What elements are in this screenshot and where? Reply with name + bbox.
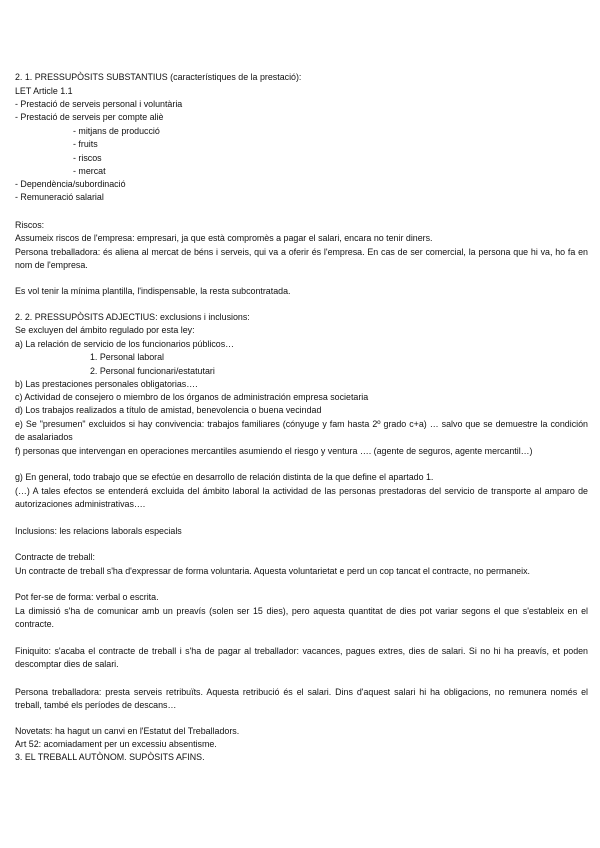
exclusions-intro: Se excluyen del ámbito regulado por esta ley: [15,325,195,335]
contracte-paragraph: Pot fer-se de forma: verbal o escrita. [15,592,159,602]
section-3-heading: 3. EL TREBALL AUTÒNOM. SUPÒSITS AFINS. [15,752,205,762]
exclusion-item: g) En general, todo trabajo que se efectúe en desarrollo de relación distinta de la que define el apartado 1. [15,472,434,482]
exclusion-item: (…) A tales efectos se entenderá excluida del ámbito laboral la actividad de las personas prestadoras del servicio de transporte al amparo de autorizaciones administrativas…. [15,486,588,509]
exclusion-subitem: 1. Personal laboral [90,352,165,362]
contracte-paragraph: La dimissió s'ha de comunicar amb un preavís (solen ser 15 dies), pero aquesta quantitat de dies pot variar segons el que s'estableix en el contracte. [15,606,588,629]
section-2-1-heading: 2. 1. PRESSUPÒSITS SUBSTANTIUS (característiques de la prestació): [15,72,302,82]
exclusion-item: e) Se "presumen" excluidos si hay convivencia: trabajos familiares (cónyuge y fam hasta 2º grado c+a) … salvo que se demuestre la condición de asalariados [15,419,588,442]
contracte-paragraph: Un contracte de treball s'ha d'expressar de forma voluntaria. Aquesta voluntarietat e perd un cop tancat el contracte, no permaneix. [15,566,530,576]
list-item: - Dependència/subordinació [15,179,126,189]
riscos-title: Riscos: [15,220,45,230]
list-item: - mercat [73,166,106,176]
law-reference: LET Article 1.1 [15,86,73,96]
list-item: - mitjans de producció [73,126,160,136]
exclusion-item: d) Los trabajos realizados a título de amistad, benevolencia o buena vecindad [15,405,322,415]
list-item: - Prestació de serveis personal i voluntària [15,99,183,109]
exclusion-item: c) Actividad de consejero o miembro de los órganos de administración empresa societaria [15,392,369,402]
exclusion-item: f) personas que intervengan en operaciones mercantiles asumiendo el riesgo y ventura …. (agente de seguros, agente mercantil…) [15,446,533,456]
riscos-paragraph: Persona treballadora: és aliena al mercat de béns i serveis, qui va a oferir és l'empresa. En cas de ser comercial, la persona que hi va, ho fa en nom de l'empresa. [15,247,588,270]
persona-paragraph: Persona treballadora: presta serveis retribuïts. Aquesta retribució és el salari. Dins d'aquest salari hi ha obligacions, no remunera només el treball, també els períodes de descans… [15,687,588,710]
novetats-line: Novetats: ha hagut un canvi en l'Estatut del Treballadors. [15,726,240,736]
list-item: - fruits [73,139,98,149]
inclusions-line: Inclusions: les relacions laborals especials [15,526,182,536]
section-2-2-heading: 2. 2. PRESSUPÒSITS ADJECTIUS: exclusions i inclusions: [15,312,250,322]
article-line: Art 52: acomiadament per un excessiu absentisme. [15,739,217,749]
riscos-paragraph: Es vol tenir la mínima plantilla, l'indispensable, la resta subcontratada. [15,286,291,296]
exclusion-item: b) Las prestaciones personales obligatorias…. [15,379,198,389]
finiquito-paragraph: Finiquito: s'acaba el contracte de treball i s'ha de pagar al treballador: vacances, pagues extres, dies de salari. Si no hi ha preavís, et poden descomptar dies de salari. [15,646,588,669]
list-item: - Remuneració salarial [15,192,104,202]
exclusion-subitem: 2. Personal funcionari/estatutari [90,366,215,376]
contracte-title: Contracte de treball: [15,552,95,562]
list-item: - riscos [73,153,102,163]
riscos-paragraph: Assumeix riscos de l'empresa: empresari, ja que està compromès a pagar el salari, encara no tenir diners. [15,233,433,243]
exclusion-item: a) La relación de servicio de los funcionarios públicos… [15,339,235,349]
list-item: - Prestació de serveis per compte aliè [15,112,164,122]
